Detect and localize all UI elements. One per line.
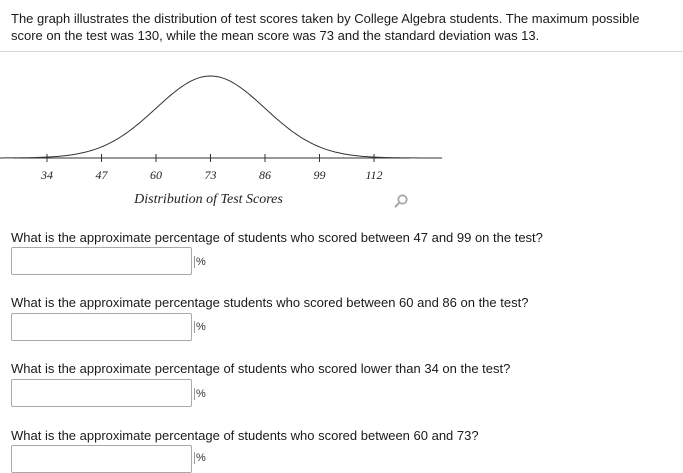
- question-3-text: What is the approximate percentage of students who scored lower than 34 on the test?: [11, 361, 511, 376]
- percent-unit-3: %: [196, 388, 206, 400]
- distribution-curve: [0, 76, 442, 158]
- percent-unit-1: %: [196, 256, 206, 268]
- question-1-text: What is the approximate percentage of students who scored between 47 and 99 on the test?: [11, 230, 543, 245]
- question-2-text: What is the approximate percentage students who scored between 60 and 86 on the test?: [11, 295, 529, 310]
- problem-statement: The graph illustrates the distribution of test scores taken by College Algebra students. The maximum possible score on the test was 130, while the mean score was 73 and the standard deviation was 13.: [11, 11, 640, 43]
- answer-input-4[interactable]: [11, 445, 192, 473]
- x-tick-label-60: 60: [150, 168, 162, 182]
- x-axis-label: Distribution of Test Scores: [134, 192, 283, 207]
- x-tick-label-34: 34: [41, 168, 53, 182]
- x-tick-label-99: 99: [313, 168, 326, 182]
- answer-input-2[interactable]: [11, 313, 192, 341]
- answer-input-1[interactable]: [11, 247, 192, 275]
- normal-distribution-graph: [0, 60, 420, 220]
- x-tick-label-112: 112: [365, 168, 383, 182]
- divider: [0, 51, 683, 52]
- x-tick-label-47: 47: [95, 168, 108, 182]
- question-4-text: What is the approximate percentage of students who scored between 60 and 73?: [11, 428, 479, 443]
- percent-unit-4: %: [196, 452, 206, 464]
- magnifier-icon[interactable]: [393, 193, 409, 209]
- percent-unit-2: %: [196, 321, 206, 333]
- x-tick-label-86: 86: [259, 168, 271, 182]
- answer-input-3[interactable]: [11, 379, 192, 407]
- x-tick-label-73: 73: [204, 168, 217, 182]
